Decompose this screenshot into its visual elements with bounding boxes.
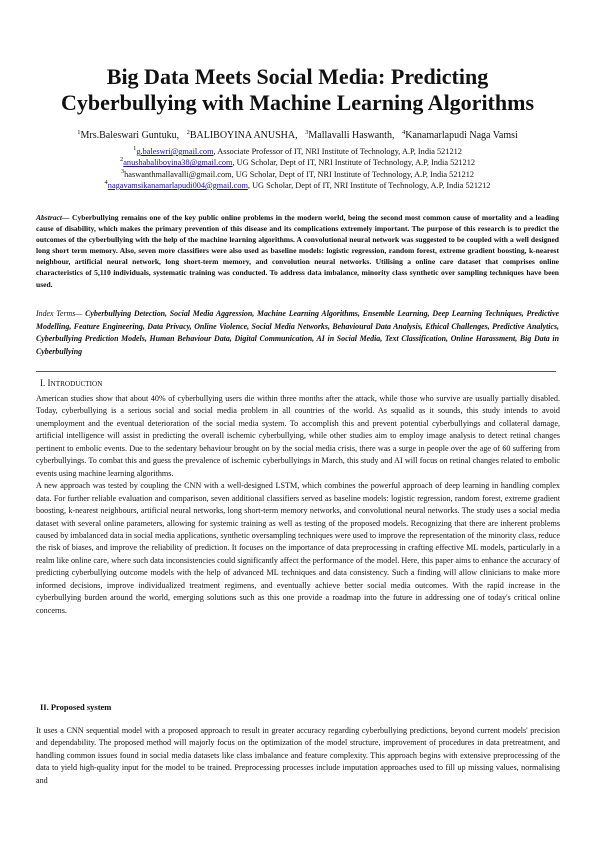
paragraph: It uses a CNN sequential model with a proposed approach to result in greater accuracy regarding cyberbullying predictions, beyond current models' precision and dependability. The proposed method will majorly focus on the optimization of the model structure, improvement of procedures in data pretreatment, and handling common issues found in social media datasets like class imbalance and feature complexity. This approach begins with extensive preprocessing of the data to yield high-quality input for the model to be trained. Preprocessing processes include imputation approaches used to fill up missing values, normalising and — [36, 726, 560, 785]
index-terms — [36, 308, 559, 358]
affiliation-line: $^2$anushabaliboyina38@gmail.com, UG Scholar, Dept of IT, NRI Institute of Technology, A.P, India 521212 — [119, 156, 476, 168]
author: $^2$BALIBOYINA ANUSHA, — [186, 129, 298, 141]
affiliation-line: $^1$g.baleswri@gmail.com, Associate Professor of IT, NRI Institute of Technology, A.P, India 521212 — [133, 145, 462, 156]
abstract-label: Abstract— — [36, 213, 70, 222]
section-heading-proposed-system: II. Proposed system — [40, 702, 112, 712]
index-terms-text: Cyberbullying Detection, Social Media Aggression, Machine Learning Algorithms, Ensemble Learning, Deep Learning Techniques, Predictive Modelling, Feature Engineering, Data Privacy, Online Violence, Social Media Networks, Behavioural Data Analysis, Ethical Challenges, Predictive Analytics, Cyberbullying Prediction Models, Human Behaviour Data, Digital Communication, AI in Social Media, Text Classification, Online Harassment, Big Data in Cyberbullying — [36, 309, 559, 356]
title-line-1: Big Data Meets Social Media: Predicting — [106, 64, 489, 89]
affiliations — [20, 146, 575, 191]
email-link[interactable]: nagavamsikanamarlapudi004@gmail.com — [107, 180, 248, 190]
author: $^4$Kanamarlapudi Naga Vamsi — [401, 129, 518, 141]
section-divider — [36, 371, 556, 372]
proposed-system-body — [36, 725, 560, 787]
paper-title — [30, 64, 565, 116]
abstract — [36, 212, 559, 290]
author: $^3$Mallavalli Haswanth, — [305, 129, 395, 141]
affiliation-line: $^3$haswanthmallavalli@gmail.com, UG Scholar, Dept of IT, NRI Institute of Technology, A.P, India 521212 — [120, 167, 475, 179]
title-line-2: Cyberbullying with Machine Learning Algorithms — [60, 90, 535, 115]
paragraph: A new approach was tested by coupling the CNN with a well-designed LSTM, which combines the powerful approach of deep learning in handling complex data. For further reliable evaluation and comparison, seven additional classifiers served as baseline models: logistic regression, random forest, extreme gradient boosting, k-nearest neighbours, artificial neural networks, long short-term memory networks, and convolutional neural networks. The study uses a social media dataset with several online parameters, allowing for systemic training as well as testing of the proposed models. Recognizing that there are inherent problems caused by imbalanced data in social media applications, synthetic oversampling techniques were used to improve the representation of the minority class, reduce the risk of biases, and improve the reliability of prediction. It focuses on the importance of data preprocessing in crafting effective ML models, particularly in a realm like online care, where such data inconsistencies could significantly affect the performance of the model. Here, this paper aims to enhance the accuracy of predicting cyberbullying outcome models with the help of advanced ML techniques and data consistency. Such a finding will allow clinicians to make more informed decisions, improve individualized treatment regimens, and eventually achieve better social media outcomes. With the rapid increase in the cyberbullying burden around the world, emerging solutions such as this one provide a roadmap into the future in addressing one of today's critical online concerns. — [36, 481, 560, 615]
email-link[interactable]: g.baleswri@gmail.com — [136, 147, 214, 156]
index-terms-label: Index Terms— — [36, 309, 83, 318]
introduction-body — [36, 393, 560, 617]
paragraph: American studies show that about 40% of cyberbullying users die within three months after the attack, while those who survive are usually partially disabled. Today, cyberbullying is a serious social and social media problem in all countries of the world. As squalid as it sounds, this study intends to avoid unemployment and the eventual deterioration of the social media system. To accomplish this and prevent potential cyberbullyings and collateral damage, artificial intelligence will assist in predicting the overall ischemic cyberbullying, while other studies aim to employ image analysis to detect retinal changes pertinent to embolic events. Due to the sedentary behaviour brought on by the social media crisis, there was a surge in people over the age of 60 suffering from cyberbullyings. To combat this and guess the prevalence of ischemic cyberbullyings in March, this study and AI will focus on retinal changes related to embolic events using machine learning algorithms. — [36, 394, 560, 478]
section-heading-introduction: I. INTRODUCTION — [40, 378, 103, 388]
author: $^1$Mrs.Baleswari Guntuku, — [77, 129, 180, 141]
affiliation-line: $^4$nagavamsikanamarlapudi004@gmail.com, UG Scholar, Dept of IT, NRI Institute of Technology, A.P, India 521212 — [104, 178, 491, 190]
author-list — [20, 129, 575, 142]
abstract-text: Cyberbullying remains one of the key public online problems in the modern world, being the second most common cause of mortality and a leading cause of disability, which makes the primary prevention of this disease and its complications extremely important. The purpose of this research is to predict the outcomes of the cyberbullying with the help of the machine learning algorithms. A convolutional neural network was suggested to be coupled with a well designed long short term memory. Also, seven more classifiers were also used as baseline models: logistic regression, random forest, extreme gradient boosting, k-nearest neighbour, artificial neural network, long short-term memory, and convolution neural networks. Utilising a online care dataset that comprises online characteristics of 5,110 individuals, systematic training was conducted. To address data imbalance, minority class synthetic over sampling techniques have been used. — [36, 213, 559, 289]
email-link[interactable]: anushabaliboyina38@gmail.com — [123, 158, 233, 168]
email-text: haswanthmallavalli@gmail.com — [124, 169, 232, 179]
